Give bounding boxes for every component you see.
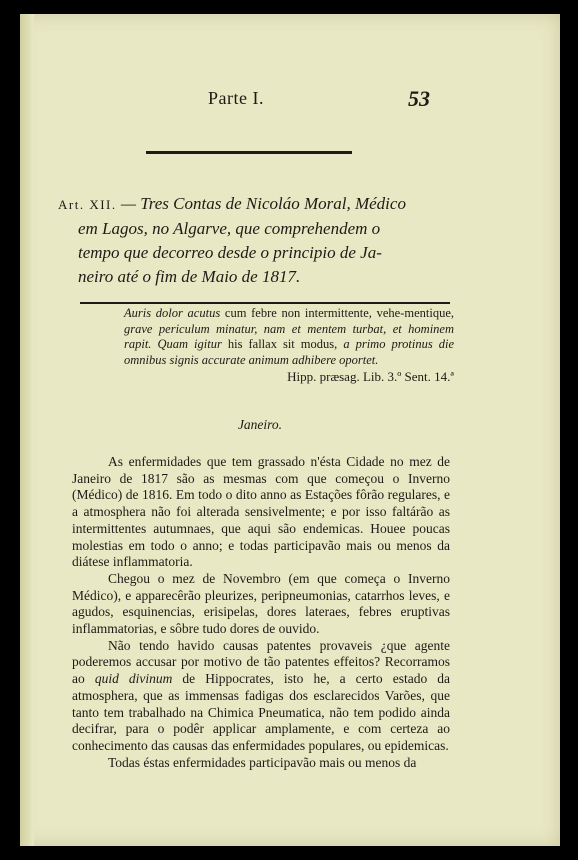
paragraph-3 — [72, 638, 450, 755]
running-title: Parte I. — [208, 88, 264, 108]
section-heading: Janeiro. — [237, 417, 283, 432]
article-label: Art. XII. — [58, 197, 117, 212]
article-title-part-2: em Lagos, no Algarve, que comprehendem o — [78, 219, 381, 238]
paragraph-4: Todas éstas enfermidades participavão mais ou menos da — [108, 754, 417, 770]
article-title-part-3: tempo que decorreo desde o principio de Ja- — [78, 243, 382, 262]
epigraph-text-5: a primo protinus die omnibus signis accurate animum adhibere oportet. — [124, 337, 454, 367]
paragraph-1: As enfermidades que tem grassado n'ésta Cidade no mez de Janeiro de 1817 são as mesmas com que começou o Inverno (Médico) de 1816. Em todo o dito anno as Estações fôrão regulares, e a atmosphera não foi alterada sensivelmente; e por isso faltárão as intermittentes autumnaes, que aqui são endemicas. Houee poucas molestias em todo o anno; e todas participavão mais ou menos da diátese inflammatoria. — [72, 454, 450, 570]
epigraph — [124, 306, 454, 385]
paragraph-3-part-b: de Hippocrates, isto he, a certo estado da atmosphera, que as immensas fadigas dos esclarecidos Varões, que tanto tem trabalhado na Chimica Pneumatica, não tem podido ainda decifrar, para o podêr applicar amplamente, e com certeza ao conhecimento das causas das enfermidades populares, ou epidemicas. — [72, 671, 451, 753]
article-title-part-1: — Tres Contas de Nicoláo Moral, Médico — [116, 194, 406, 213]
article-title-part-4: neiro até o fim de Maio de 1817. — [78, 267, 301, 286]
book-page — [20, 14, 560, 846]
paragraph-2: Chegou o mez de Novembro (em que começa o Inverno Médico), e apparecêrão pleurizes, peripneumonias, catarrhos leves, e agudos, esquinencias, erisipelas, dores lateraes, febres eruptivas inflammatorias, e sôbre tudo dores de ouvido. — [72, 570, 450, 637]
epigraph-text-2: cum febre non intermittente, vehe-mentique, — [220, 306, 454, 320]
epigraph-rule — [80, 302, 450, 304]
article-title-line-1 — [58, 192, 538, 217]
running-header — [20, 88, 560, 116]
page-number: 53 — [408, 86, 430, 111]
epigraph-text-3: grave periculum minatur, nam et mentem turbat, et hominem rapit. Quam igitur — [124, 321, 454, 351]
epigraph-text-4: his fallax sit modus, — [221, 337, 344, 351]
body-text — [72, 454, 450, 771]
article-title — [58, 192, 538, 289]
paragraph-3-part-a: Não tendo havido causas patentes provaveis ¿que agente poderemos accusar por motivo de tão patentes effeitos? Recorramos ao — [72, 637, 450, 687]
header-rule — [146, 151, 352, 154]
epigraph-text-1: Auris dolor acutus — [124, 306, 221, 320]
epigraph-citation: Hipp. præsag. Lib. 3.º Sent. 14.ª — [287, 369, 454, 384]
paragraph-3-italic: quid divinum — [94, 671, 173, 687]
